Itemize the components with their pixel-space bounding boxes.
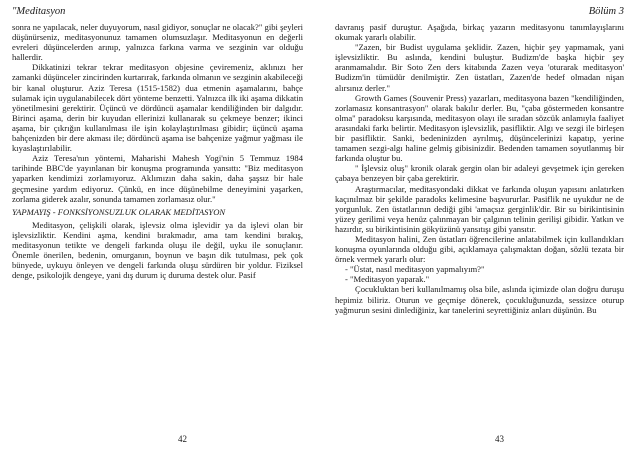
paragraph: Meditasyon, çelişkili olarak, işlevsiz olma işlevidir ya da işlevi olan bir işlevsizliktir. Kendini aşma, kendini bırakmadır, ama tam kendini bırakış, meditasyonun tetikte ve dengeli farkında oluşu ile değil, uyku ile sonuçlanır. Önemle önerilen, bedenin, omurganın, boynun ve başın dik tutulması, pek çok bünyede, uykuyu önleyen ve dengeli farkında oluşu sürdüren bir yoldur. Fiziksel denge, psikolojik dengeye, yani dış durum iç duruma destek olur. Pasif (12, 219, 303, 281)
page-number-left: 42 (178, 434, 187, 444)
paragraph: sonra ne yapılacak, neler duyuyorum, nasıl gidiyor, sonuçlar ne olacak?" gibi şeyleri düşünürseniz, meditasyonunuz tamamen olumsuzlaşır. Meditasyonun en değerli evreleri düşüncelerden arınıp, yalnızca farkına varma ve sezginin var olduğu hallerdir. (12, 22, 303, 63)
paragraph: Araştırmacılar, meditasyondaki dikkat ve farkında oluşun yapısını anlatırken kaçınılmaz bir şekilde paradoks kelimesine başvururlar. Pasiflik ne uyukdur ne de yorgunluk. Zen üstatlarının dediği gibi 'amaçsız gerginlik'dir. Bir su birikintisinin yüzey gerilimi veya henüz çalınmayan bir çalgının telinin gerilişi gibidir. Yatkın ve hazırdır, su birikintisinin gökyüzünü yansıtışı gibi yansıtır. (335, 183, 624, 234)
paragraph: "Zazen, bir Budist uygulama şeklidir. Zazen, hiçbir şey yapmamak, yani işlevsizliktir. Bu aslında, kendini buluştur. Budizm'de başka hiçbir şey aranmamalıdır. Bir Soto Zen ders kitabında Zazen veya 'oturarak meditasyon' Budizm'in tümüdür denilmiştir. Zen üstatları, Zazen'de hedef olmadan nişan alırsınız derler." (335, 42, 624, 93)
dialog-line: - "Üstat, nasıl meditasyon yapmalıyım?" (345, 264, 485, 275)
left-column (12, 22, 303, 280)
paragraph: " İşlevsiz oluş" kronik olarak gergin olan bir adaleyi gevşetmek için gereken çabaya benzeyen bir çaba gerektirir. (335, 163, 624, 184)
section-heading: YAPMAYIŞ - FONKSİYONSUZLUK OLARAK MEDİTASYON (12, 206, 226, 217)
paragraph: Growth Games (Souvenir Press) yazarları, meditasyona bazen "kendiliğinden, zorlamasız konsantrasyon" olarak bakılır derler. Bu, "çaba göstermeden konsantre olma" paradoksu karşısında, meditasyon olayı ile sıradan sözcük anlamıyla faaliyet arasındaki farkı belirtir. Meditasyon işlevsizlik, pasifliktir. Algı ve sezgi ile birleşen bir pasifliktir. Sanki, bedeninizden ayrılmış, düşüncelerinizi kapatıp, yerine tamamen sezgi-algı haline gelmiş gibisinizdir. Bedenden tamamen soyutlanmış bir farkında oluştur bu. (335, 92, 624, 164)
paragraph: Dikkatinizi tekrar tekrar meditasyon objesine çeviremeniz, aklınızı her zamanki düşünceler zincirinden kurtarırak, farkında olmanın ve sezginin akabileceği bir kanal oluşturur. Aziz Teresa (1515-1582) dua etmenin aşamalarını, bahçe sulamak için uygulanabilecek dört yönteme benzetti. Yalnızca ilk iki aşama dikkatin yönetilmesini gerektirir. Üçüncü ve dördüncü aşamalar kendiliğinden bir dalgıdır. Birinci aşama, derin bir kuyudan ellerinizi kullanarak su çekmeye benzer; ikinci aşama, bir çıkrığın kullanılması ile işin kolaylaştırılması gibidir; üçüncü aşama bahçenizden bir dere akması ile; dördüncü aşama ise bahçenize yağmur yağması ile kıyaslaştırılabilir. (12, 62, 303, 154)
paragraph: Meditasyon halini, Zen üstatları öğrencilerine anlatabilmek için kullandıkları konuşma oyunlarında olduğu gibi, açıklamaya çalışmaktan doğan, sözlü tezata bir örnek vermek yararlı olur: (335, 233, 624, 265)
paragraph: Aziz Teresa'nın yöntemi, Maharishi Mahesh Yogi'nin 5 Temmuz 1984 tarihinde BBC'de yayınlanan bir konuşma programında yansıttı: "Biz meditasyon yaparken kendimizi zorlamıyoruz. Aklımızın daha sakin, daha şaşsız bir hale geçmesine yardım ediyoruz. Çünkü, en ince düşünebilme deneyimini yaşarken, zorlama giderek azalır, sonunda tamamen zorlamasız olur." (12, 153, 303, 204)
paragraph: Çocukluktan beri kullanılmamış olsa bile, aslında içimizde olan doğru duruşu hepimiz biliriz. Oturun ve geçmişe dönerek, çocukluğunuzda, sessizce oturup yağmurun sesini dinlediğiniz, kar tanelerini seyrettiğiniz anları düşünün. Bu (335, 284, 624, 315)
running-head-right: Bölüm 3 (588, 6, 624, 17)
right-column (335, 22, 624, 315)
paragraph: davranış pasif duruştur. Aşağıda, birkaç yazarın meditasyonu tanımlayışlarını okumak yararlı olabilir. (335, 22, 624, 43)
running-head-left: "Meditasyon (12, 6, 66, 17)
right-page (319, 0, 638, 466)
dialog-line: - "Meditasyon yaparak." (345, 274, 430, 285)
page-number-right: 43 (495, 434, 504, 444)
